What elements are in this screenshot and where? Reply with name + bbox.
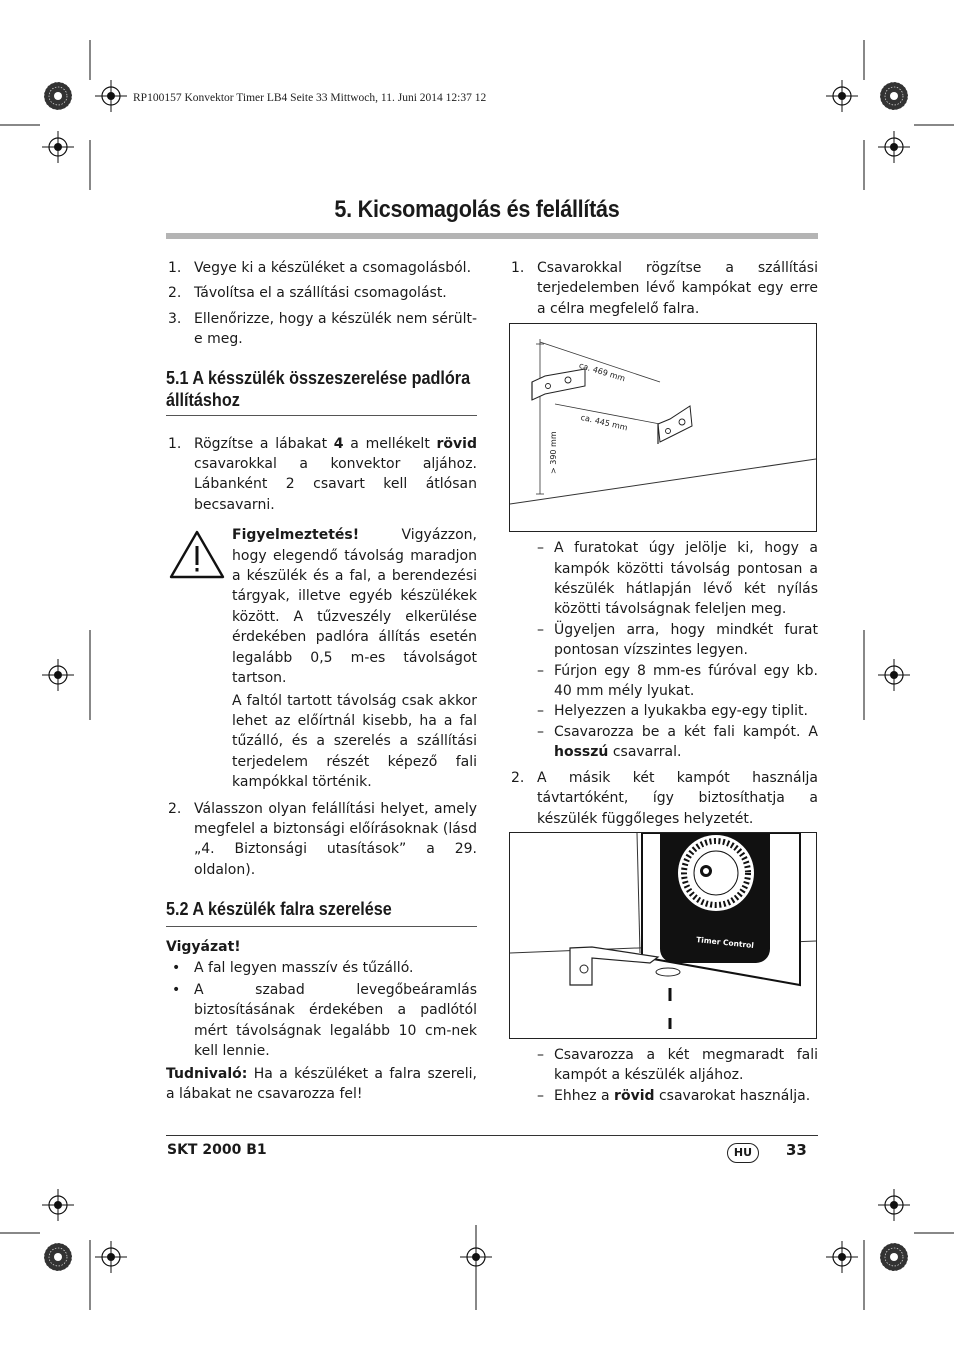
spacer-hook-diagram: [509, 832, 817, 1039]
title-bar: [166, 233, 818, 239]
list-item: – Fúrjon egy 8 mm-es fúróval egy kb. 40 mm mély lyukat.: [537, 662, 818, 700]
dash-list: [509, 538, 818, 762]
warning-text: Figyelmeztetés! Vigyázzon, hogy elegendő távolság maradjon a készülék és a fal, a berendezési tárgyak, illetve egyéb készülékek között. A tűzveszély elkerülése érdekében padlóra állítás esetén legalább 0,5 m-es távolságot tartson.: [232, 527, 477, 687]
note-text: Tudnivaló: Ha a készüléket a falra szereli, a lábakat ne csavarozza fel!: [166, 1065, 477, 1102]
wall-hook-diagram: [509, 323, 817, 532]
warning-text: A faltól tartott távolság csak akkor lehet az előírtnál kisebb, ha a fal tűzálló, és a szerelés a szállítási terjedelem részét képező fali kampókkal történik.: [232, 692, 477, 791]
print-info: RP100157 Konvektor Timer LB4 Seite 33 Mittwoch, 11. Juni 2014 12:37 12: [133, 92, 487, 104]
footer-rule: [166, 1135, 818, 1136]
dimension-label: ca. 469 mm: [577, 361, 627, 384]
model-number: SKT 2000 B1: [167, 1142, 267, 1158]
list-item: 2. Távolítsa el a szállítási csomagolást.: [168, 285, 447, 302]
list-item: – A furatokat úgy jelölje ki, hogy a kampók közötti távolság pontosan a készülék hátlapján lévő két nyílás közötti távolságnak feleljen meg.: [537, 540, 818, 618]
dash-list: [509, 1045, 818, 1106]
list-item: 1. Rögzítse a lábakat 4 a mellékelt rövid csavarokkal a konvektor aljához. Lábanként 2 csavart kell átlósan becsavarni.: [168, 435, 477, 513]
timer-label: Timer Control: [695, 934, 755, 950]
language-badge: HU: [727, 1143, 759, 1163]
page-number: 33: [786, 1141, 807, 1159]
list-item: 3. Ellenőrizze, hogy a készülék nem sérült-e meg.: [168, 310, 477, 348]
caution-label: Vigyázat!: [166, 939, 241, 956]
right-column: [509, 258, 818, 1106]
list-item: – Ügyeljen arra, hogy mindkét furat pontosan vízszintes legyen.: [537, 621, 818, 659]
heading-rule: [166, 415, 477, 416]
dimension-label: ca. 445 mm: [579, 413, 629, 433]
list-item: – Helyezzen a lyukakba egy-egy tiplit.: [537, 703, 808, 720]
list-item: – Ehhez a rövid csavarokat használja.: [537, 1087, 811, 1104]
warning-block: [166, 525, 477, 792]
warning-icon: [168, 529, 226, 581]
list-item: 1. Csavarokkal rögzítse a szállítási terjedelemben lévő kampókat egy erre a célra megfelelő falra.: [511, 260, 818, 317]
list-item: – Csavarozza be a két fali kampót. A hosszú csavarral.: [537, 723, 818, 761]
list-item: 2. Válasszon olyan felállítási helyet, amely megfelel a biztonsági előírásoknak (lásd „4. Biztonsági utasítások” a 29. oldalon).: [168, 800, 477, 878]
list-item: – Csavarozza a két megmaradt fali kampót a készülék aljához.: [537, 1046, 818, 1084]
list-item: • A szabad levegőbeáramlás biztosításának érdekében a padlótól mért távolságnak legalább 10 cm-nek kell lennie.: [172, 981, 477, 1060]
page-title: 5. Kicsomagolás és felállítás: [334, 196, 620, 223]
heading-rule: [166, 926, 477, 927]
list-item: 2. A másik két kampót használja távtartóként, így biztosíthatja a készülék függőleges helyzetét.: [511, 769, 818, 827]
hook-drawing: [510, 324, 816, 531]
section-heading: 5.2 A készülék falra szerelése: [166, 899, 392, 920]
dimension-label: > 390 mm: [549, 431, 558, 475]
left-column: [166, 258, 477, 1104]
convector-drawing: [510, 833, 816, 1038]
list-item: 1. Vegye ki a készüléket a csomagolásból.: [168, 260, 472, 276]
section-heading: 5.1 A késszülék összeszerelése padlóra állításhoz: [166, 367, 471, 410]
list-item: • A fal legyen masszív és tűzálló.: [172, 959, 414, 976]
